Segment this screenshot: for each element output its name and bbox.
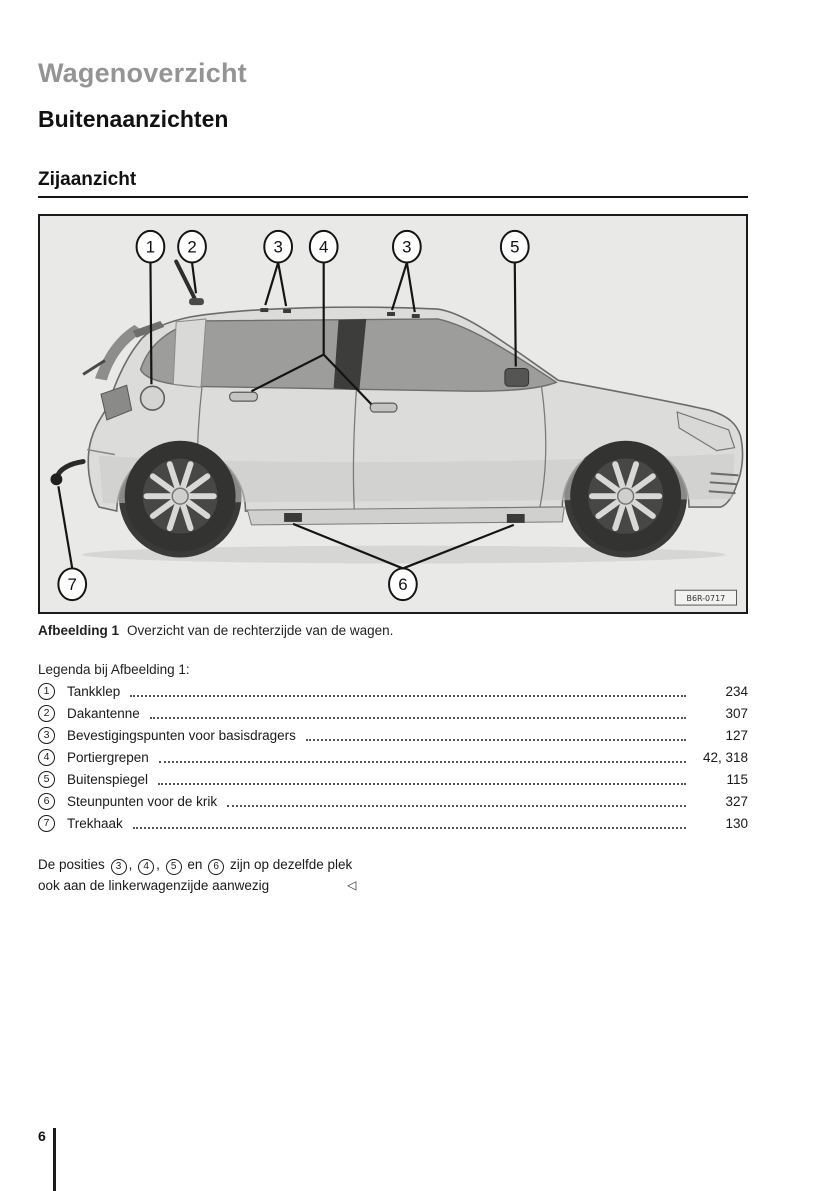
- dot-leader: [150, 709, 686, 719]
- legend-num-2: 2: [38, 705, 55, 722]
- callout-6: [389, 568, 417, 600]
- leader-1: [150, 263, 151, 385]
- leader-7: [58, 486, 72, 568]
- legend-num-7: 7: [38, 815, 55, 832]
- note-num-5: 5: [166, 859, 182, 875]
- callout-3-front: [264, 231, 292, 263]
- leader-3b: [392, 263, 415, 313]
- roof-fixpoint-2: [283, 309, 291, 313]
- callout-4: [310, 231, 338, 263]
- legend-row-tankklep: [38, 683, 748, 700]
- dot-leader: [130, 687, 686, 697]
- page-number: 6: [38, 1128, 46, 1144]
- dot-leader: [159, 753, 686, 763]
- note-sep: ,: [156, 857, 160, 872]
- callout-3-rear: [393, 231, 421, 263]
- legend-row-trekhaak: [38, 815, 748, 832]
- dot-leader: [227, 797, 686, 807]
- legend-page-ref: 327: [725, 794, 748, 809]
- legend-row-portiergrepen: [38, 749, 748, 766]
- page-number-rule: [53, 1128, 56, 1191]
- legend-label: Bevestigingspunten voor basisdragers: [67, 728, 296, 743]
- legend-page-ref: 42, 318: [702, 750, 748, 765]
- front-wheel: [570, 441, 681, 552]
- legend-num-6: 6: [38, 793, 55, 810]
- image-code-box: [675, 590, 736, 605]
- section-end-marker: ◁: [347, 878, 357, 892]
- legend-row-dakantenne: [38, 705, 748, 722]
- legend-label: Buitenspiegel: [67, 772, 149, 787]
- legend-page-ref: 234: [725, 684, 748, 699]
- callout-1: [137, 231, 165, 263]
- figure-caption: [38, 623, 748, 638]
- callout-5: [501, 231, 529, 263]
- rear-door-handle: [230, 392, 258, 401]
- leader-2: [192, 263, 196, 294]
- note-text: zijn op dezelfde plek: [229, 857, 353, 872]
- image-code: B6R-0717: [686, 594, 726, 604]
- leader-3a: [265, 263, 286, 307]
- legend-page-ref: 307: [725, 706, 748, 721]
- exterior-mirror: [505, 368, 529, 386]
- roof-antenna-base: [189, 298, 204, 305]
- note-num-6: 6: [208, 859, 224, 875]
- chapter-title: Buitenaanzichten: [38, 106, 229, 132]
- figure-caption-label: Afbeelding 1: [38, 623, 120, 638]
- c-pillar: [173, 319, 206, 387]
- legend-page-ref: 130: [725, 816, 748, 831]
- legend-num-4: 4: [38, 749, 55, 766]
- legend-label: Dakantenne: [67, 706, 140, 721]
- note-text: De posities: [38, 857, 105, 872]
- roof-fixpoint-3: [387, 312, 395, 316]
- legend-list: [38, 683, 748, 832]
- legend-label: Tankklep: [67, 684, 121, 699]
- legend-label: Portiergrepen: [67, 750, 149, 765]
- manual-page: [38, 0, 748, 896]
- legend-row-bevestigingspunten: [38, 727, 748, 744]
- svg-text:7: 7: [67, 575, 77, 595]
- dot-leader: [158, 775, 686, 785]
- section-title: Wagenoverzicht: [38, 58, 247, 88]
- note-sep: en: [187, 857, 203, 872]
- svg-text:6: 6: [398, 575, 408, 595]
- legend-num-5: 5: [38, 771, 55, 788]
- legend-heading: Legenda bij Afbeelding 1:: [38, 662, 190, 677]
- legend-label: Trekhaak: [67, 816, 123, 831]
- svg-text:5: 5: [510, 237, 520, 257]
- note-text: ook aan de linkerwagenzijde aanwezig: [38, 878, 270, 893]
- tow-hook-ball: [50, 473, 62, 485]
- svg-text:1: 1: [145, 237, 156, 257]
- note-sep: ,: [128, 857, 133, 872]
- svg-text:4: 4: [319, 237, 329, 257]
- svg-text:2: 2: [187, 237, 197, 257]
- note-left-side: [38, 854, 748, 896]
- note-num-3: 3: [111, 859, 127, 875]
- front-door-handle: [370, 403, 397, 412]
- legend-row-steunpunten: [38, 793, 748, 810]
- callout-7: [58, 568, 86, 600]
- legend-num-3: 3: [38, 727, 55, 744]
- page-title: Zijaanzicht: [38, 169, 748, 198]
- figure-caption-text: Overzicht van de rechterzijde van de wagen.: [127, 623, 394, 638]
- dot-leader: [133, 819, 686, 829]
- legend-row-buitenspiegel: [38, 771, 748, 788]
- svg-text:3: 3: [273, 237, 283, 257]
- fuel-flap: [141, 386, 165, 410]
- legend-label: Steunpunten voor de krik: [67, 794, 218, 809]
- jack-point-rear: [284, 513, 302, 522]
- rear-wheel: [125, 441, 236, 552]
- figure-side-view: [38, 214, 748, 614]
- svg-text:3: 3: [402, 237, 412, 257]
- roof-fixpoint-4: [412, 314, 420, 318]
- legend-page-ref: 115: [726, 772, 748, 787]
- jack-point-front: [507, 514, 525, 523]
- note-line-1: [38, 854, 748, 875]
- note-num-4: 4: [138, 859, 154, 875]
- callout-2: [178, 231, 206, 263]
- legend-num-1: 1: [38, 683, 55, 700]
- note-line-2: [38, 875, 748, 896]
- legend-page-ref: 127: [725, 728, 748, 743]
- dot-leader: [306, 731, 686, 741]
- leader-5: [515, 263, 516, 367]
- tow-hook-arm: [57, 462, 83, 477]
- roof-fixpoint-1: [260, 308, 268, 312]
- car-side-view-illustration: [40, 216, 746, 612]
